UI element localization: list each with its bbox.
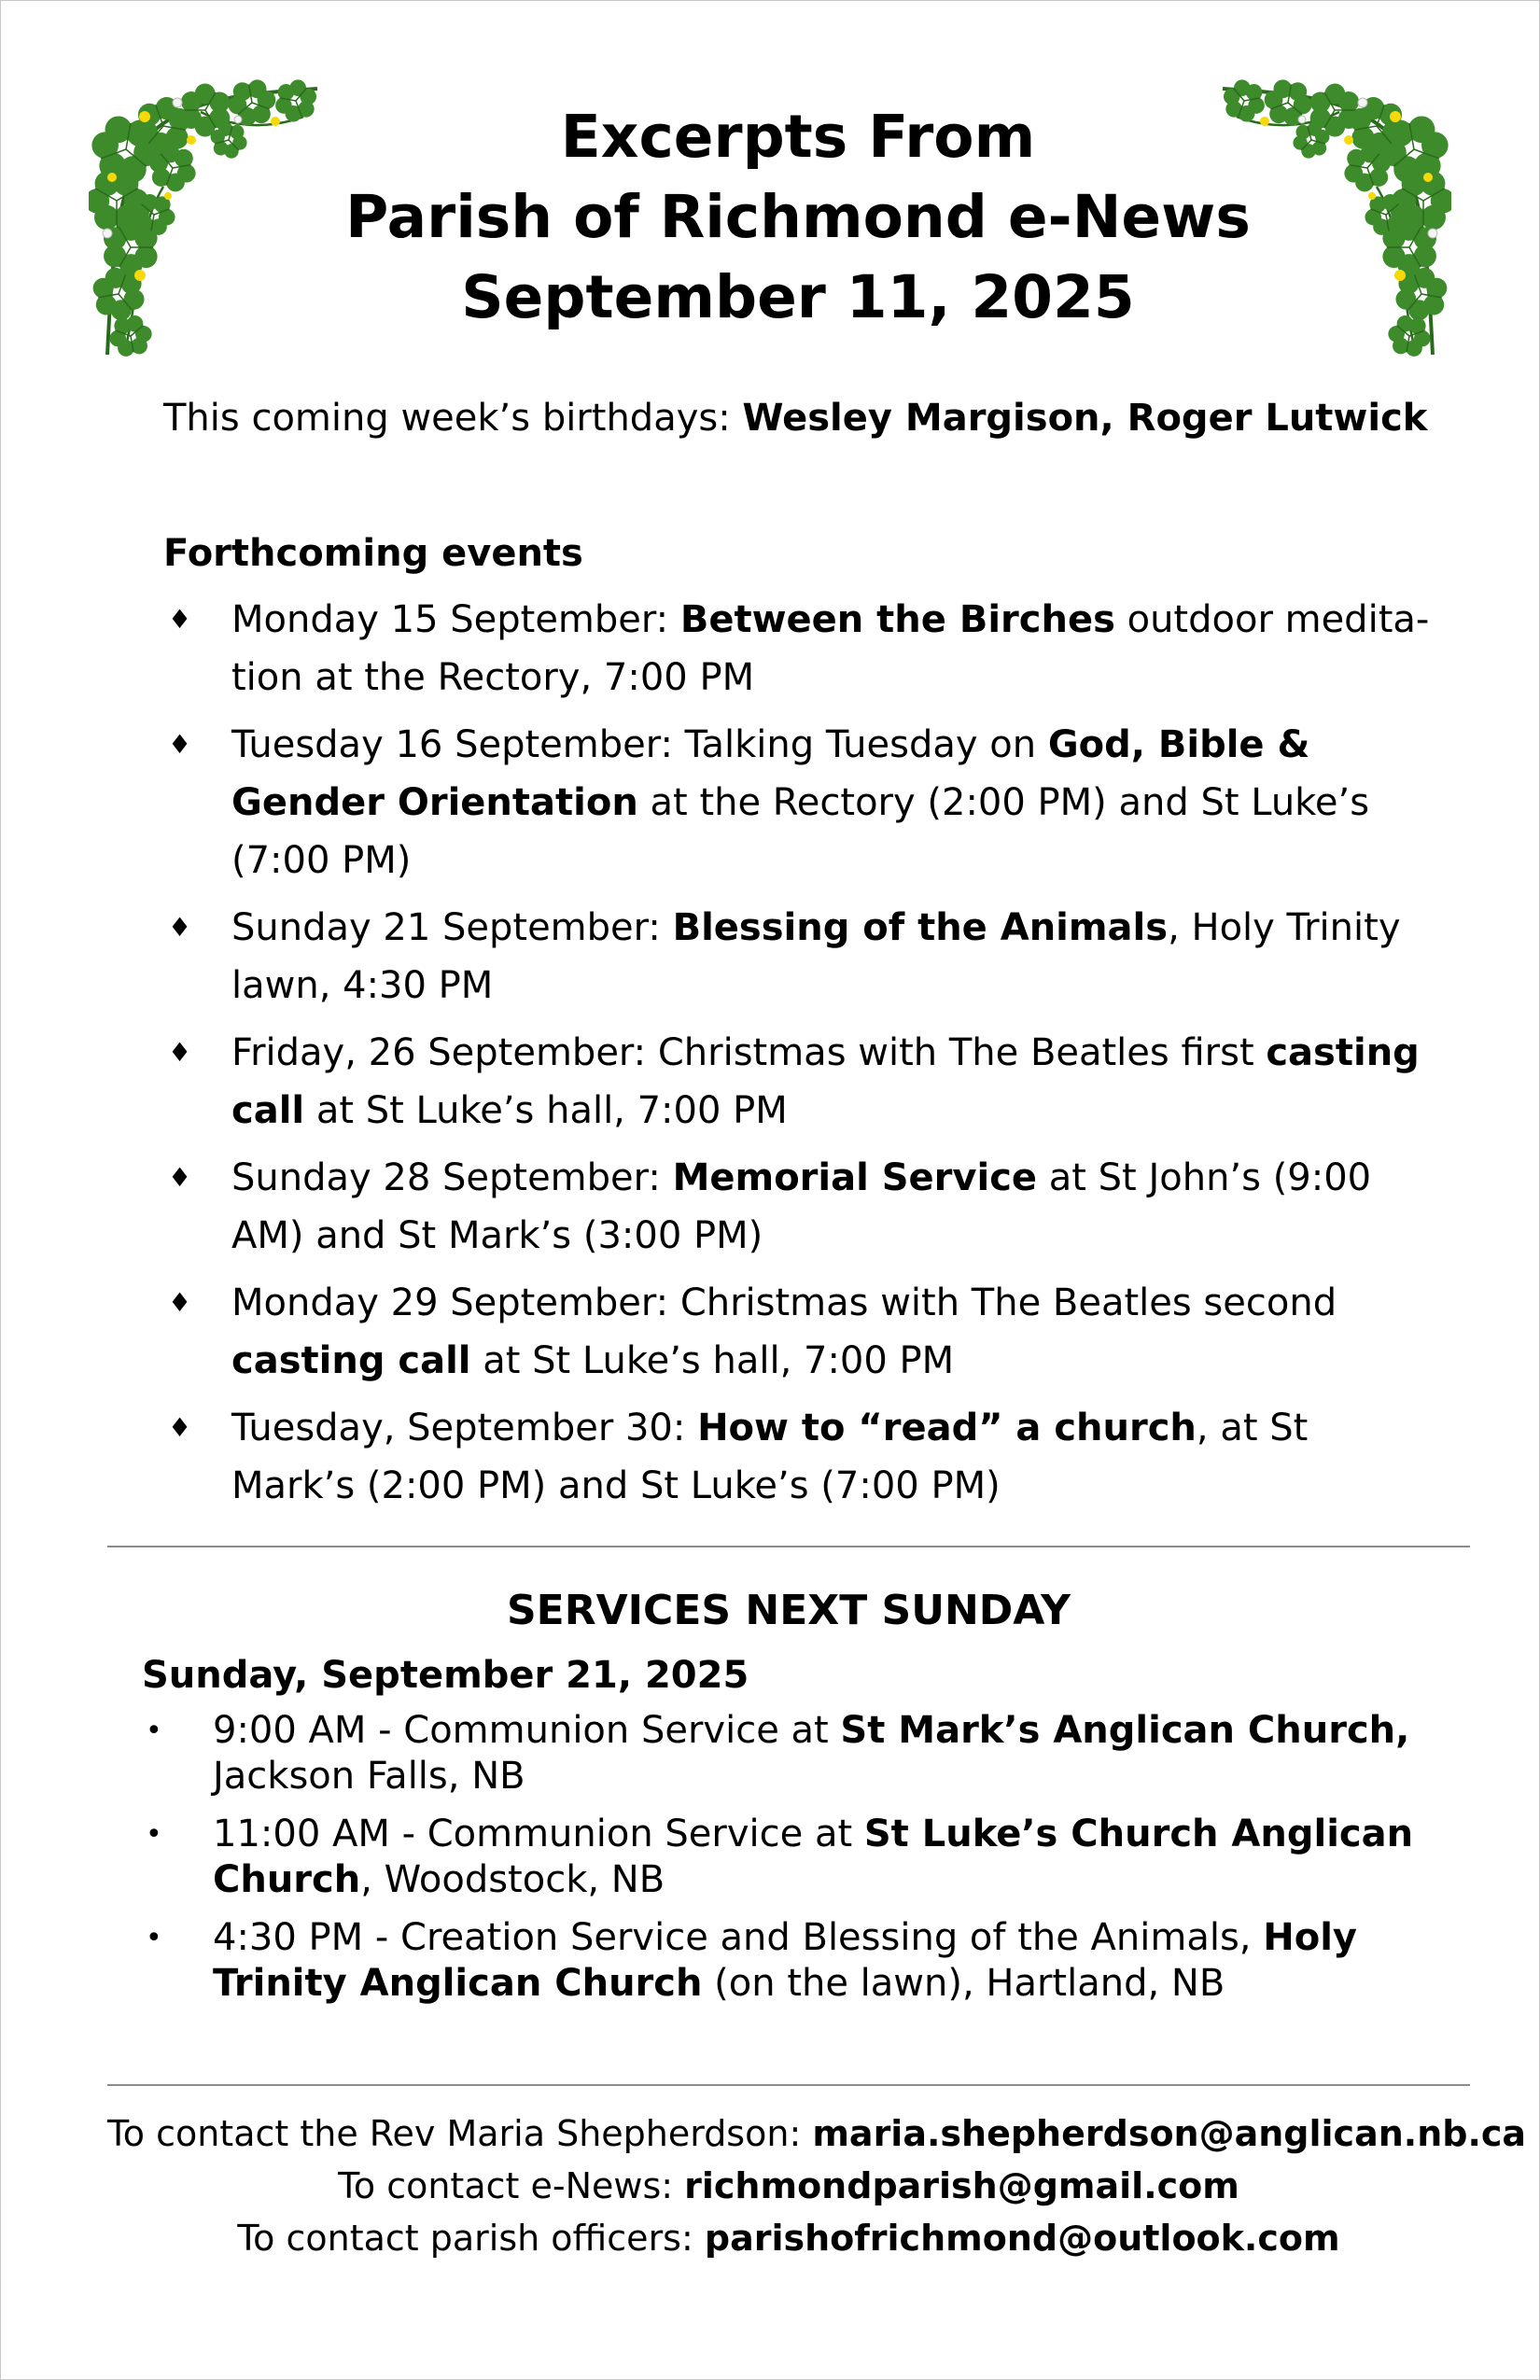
event-highlight: casting call	[231, 1339, 471, 1382]
event-highlight: Blessing of the Animals	[672, 906, 1169, 949]
event-highlight: Memorial Service	[672, 1156, 1038, 1199]
event-text: Sunday 21 September:	[231, 906, 673, 949]
page-title	[280, 97, 1316, 338]
event-text: at St Luke’s hall, 7:00 PM	[470, 1339, 955, 1382]
events-heading: Forthcoming events	[163, 532, 583, 575]
event-text: Friday, 26 September: Christmas with The Beatles first	[231, 1031, 1267, 1074]
diamond-bullet-icon: ♦	[168, 1162, 192, 1193]
clover-blossom-icon	[103, 229, 112, 238]
flower-icon	[271, 117, 280, 126]
contact-line	[107, 2107, 1527, 2160]
diamond-bullet-icon: ♦	[168, 1287, 192, 1318]
contact-line	[107, 2160, 1470, 2212]
event-text: Tuesday 16 September: Talking Tuesday on	[231, 723, 1048, 766]
flower-icon	[164, 192, 172, 200]
flower-icon	[1394, 270, 1406, 281]
event-item	[163, 1024, 1433, 1140]
event-highlight: Between the Birches	[679, 598, 1115, 641]
event-text: outdoor medita-tion at the Rectory, 7:00 PM	[231, 598, 1430, 699]
diamond-bullet-icon: ♦	[168, 604, 192, 635]
service-church: St Luke’s Church Anglican Church	[213, 1813, 1414, 1901]
contact-block	[107, 2107, 1527, 2264]
event-text: at the Rectory (2:00 PM) and St Luke’s (7:00 PM)	[231, 781, 1370, 882]
clover-blossom-icon	[173, 98, 182, 107]
event-highlight: How to “read” a church	[697, 1407, 1197, 1449]
event-item	[163, 899, 1433, 1015]
service-church: St Mark’s Anglican Church,	[840, 1709, 1410, 1752]
event-item	[163, 1149, 1433, 1265]
contact-label: To contact the Rev Maria Shepherdson:	[107, 2113, 813, 2154]
clover-blossom-icon	[234, 116, 242, 123]
flower-icon	[1423, 173, 1433, 182]
service-text: Jackson Falls, NB	[213, 1755, 525, 1798]
contact-email[interactable]: parishofrichmond@outlook.com	[704, 2218, 1340, 2259]
event-text: Tuesday, September 30:	[231, 1407, 698, 1449]
contact-line	[107, 2212, 1470, 2264]
flower-icon	[134, 270, 146, 281]
flower-icon	[1368, 192, 1376, 200]
service-text: 4:30 PM - Creation Service and Blessing of the Animals,	[213, 1916, 1264, 1959]
event-highlight: casting call	[231, 1031, 1420, 1132]
event-text: at St John’s (9:00 AM) and St Mark’s (3:00 PM)	[231, 1156, 1372, 1257]
contact-email[interactable]: maria.shepherdson@anglican.nb.ca	[812, 2113, 1527, 2154]
event-item	[163, 716, 1433, 889]
event-text: Sunday 28 September:	[231, 1156, 673, 1199]
service-item	[142, 1915, 1467, 2007]
flower-icon	[187, 135, 196, 145]
contact-email[interactable]: richmondparish@gmail.com	[684, 2165, 1239, 2206]
clover-blossom-icon	[1428, 229, 1437, 238]
flower-icon	[1390, 111, 1401, 122]
service-text: 11:00 AM - Communion Service at	[213, 1813, 864, 1855]
title-line: Excerpts From	[560, 103, 1036, 171]
event-item	[163, 591, 1433, 707]
birthdays-line	[163, 397, 1427, 440]
diamond-bullet-icon: ♦	[168, 729, 192, 760]
clover-blossom-icon	[1358, 98, 1367, 107]
flower-icon	[1344, 135, 1353, 145]
event-text: , at St Mark’s (2:00 PM) and St Luke’s (7:00 PM)	[231, 1407, 1309, 1507]
event-highlight: God, Bible & Gender Orientation	[231, 723, 1310, 824]
event-text: Monday 29 September: Christmas with The Beatles second	[231, 1281, 1337, 1324]
birthdays-label: This coming week’s birthdays:	[163, 397, 743, 440]
contact-label: To contact e-News:	[338, 2165, 685, 2206]
contact-label: To contact parish officers:	[237, 2218, 705, 2259]
birthday-names: Wesley Margison, Roger Lutwick	[742, 397, 1428, 440]
service-text: 9:00 AM - Communion Service at	[213, 1709, 841, 1752]
services-date: Sunday, September 21, 2025	[142, 1654, 749, 1697]
flower-icon	[107, 173, 117, 182]
divider	[107, 2084, 1470, 2086]
event-item	[163, 1274, 1433, 1390]
round-bullet-icon: •	[146, 1715, 162, 1747]
service-church: Holy Trinity Anglican Church	[213, 1916, 1357, 2005]
service-item	[142, 1812, 1467, 1903]
diamond-bullet-icon: ♦	[168, 912, 192, 943]
event-text: , Holy Trinity lawn, 4:30 PM	[231, 906, 1401, 1007]
events-list	[163, 591, 1433, 1524]
title-line: September 11, 2025	[461, 263, 1135, 331]
services-heading: SERVICES NEXT SUNDAY	[506, 1587, 1071, 1634]
service-text: , Woodstock, NB	[360, 1858, 665, 1901]
divider	[107, 1546, 1470, 1547]
diamond-bullet-icon: ♦	[168, 1412, 192, 1443]
event-text: Monday 15 September:	[231, 598, 680, 641]
event-text: at St Luke’s hall, 7:00 PM	[304, 1089, 788, 1132]
round-bullet-icon: •	[146, 1922, 162, 1954]
services-list	[142, 1708, 1467, 2019]
title-line: Parish of Richmond e-News	[345, 183, 1251, 251]
service-text: (on the lawn), Hartland, NB	[702, 1962, 1225, 2005]
round-bullet-icon: •	[146, 1818, 162, 1851]
diamond-bullet-icon: ♦	[168, 1037, 192, 1068]
service-item	[142, 1708, 1467, 1799]
flower-icon	[139, 111, 150, 122]
event-item	[163, 1399, 1433, 1515]
